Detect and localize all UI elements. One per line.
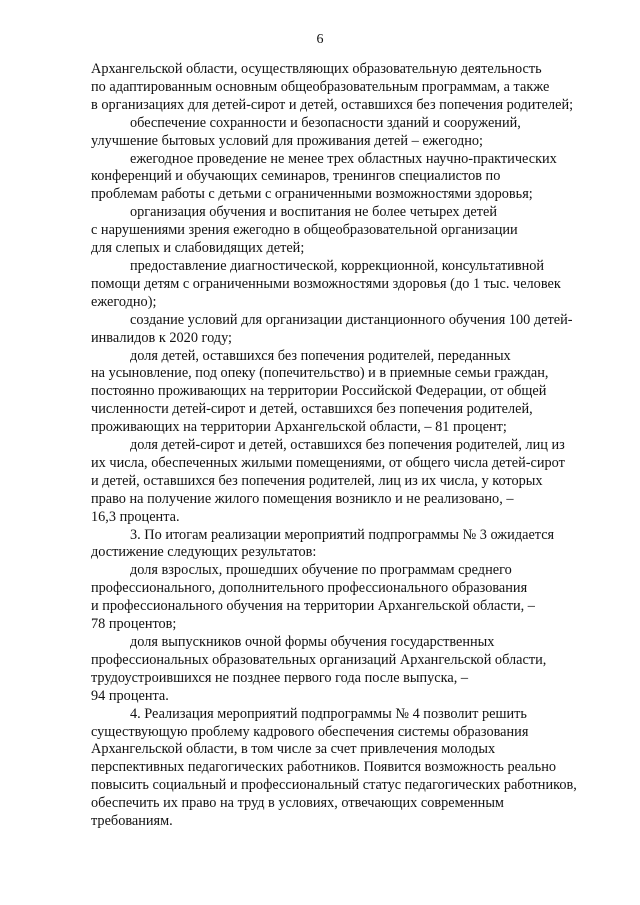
text-line: организация обучения и воспитания не более четырех детей <box>130 204 498 221</box>
paragraph-adoption-share <box>91 348 596 438</box>
text-line: доля выпускников очной формы обучения государственных <box>130 634 495 650</box>
text-line: 4. Реализация мероприятий подпрограммы № 4 позволит решить <box>130 705 527 722</box>
text-line: 94 процента. <box>91 687 169 704</box>
text-line: их числа, обеспеченных жилыми помещениями, от общего числа детей-сирот <box>91 454 565 471</box>
text-line: профессиональных образовательных организаций Архангельской области, <box>91 651 547 668</box>
text-line: перспективных педагогических работников. Появится возможность реально <box>91 759 557 776</box>
paragraph-visually-impaired <box>91 204 596 258</box>
text-line: и профессионального обучения на территории Архангельской области, – <box>91 598 535 615</box>
paragraph-graduates-employment <box>91 634 596 706</box>
text-line: улучшение бытовых условий для проживания детей – ежегодно; <box>91 132 484 149</box>
paragraph-adult-education <box>91 562 596 634</box>
text-line: постоянно проживающих на территории Российской Федерации, от общей <box>91 383 547 400</box>
text-line: существующую проблему кадрового обеспечения системы образования <box>91 723 529 740</box>
text-line: требованиям. <box>91 813 173 830</box>
text-line: повысить социальный и профессиональный статус педагогических работников, <box>91 777 577 794</box>
text-line: доля детей, оставшихся без попечения родителей, переданных <box>130 347 511 364</box>
text-line: Архангельской области, в том числе за счет привлечения молодых <box>91 741 496 758</box>
text-line: право на получение жилого помещения возникло и не реализовано, – <box>91 490 514 507</box>
document-body <box>91 61 596 831</box>
text-line: ежегодно); <box>91 293 157 310</box>
text-line: по адаптированным основным общеобразовательным программам, а также <box>91 78 550 95</box>
text-line: проблемам работы с детьми с ограниченными возможностями здоровья; <box>91 186 533 203</box>
text-line: предоставление диагностической, коррекционной, консультативной <box>130 257 545 274</box>
paragraph-continuation <box>91 61 596 115</box>
text-line: 78 процентов; <box>91 616 177 633</box>
paragraph-distance-learning <box>91 312 596 348</box>
text-line: Архангельской области, осуществляющих образовательную деятельность <box>91 61 542 77</box>
paragraph-buildings-safety <box>91 115 596 151</box>
text-line: в организациях для детей-сирот и детей, оставшихся без попечения родителей; <box>91 96 574 113</box>
text-line: с нарушениями зрения ежегодно в общеобразовательной организации <box>91 222 518 239</box>
text-line: проживающих на территории Архангельской области, – 81 процент; <box>91 419 507 436</box>
text-line: 3. По итогам реализации мероприятий подпрограммы № 3 ожидается <box>130 526 555 543</box>
paragraph-subprogram-3 <box>91 527 596 563</box>
text-line: доля взрослых, прошедших обучение по программам среднего <box>130 562 512 579</box>
page-number: 6 <box>316 32 324 47</box>
text-line: 16,3 процента. <box>91 508 180 525</box>
text-line: доля детей-сирот и детей, оставшихся без попечения родителей, лиц из <box>130 437 565 454</box>
text-line: помощи детям с ограниченными возможностями здоровья (до 1 тыс. человек <box>91 275 561 292</box>
text-line: обеспечение сохранности и безопасности зданий и сооружений, <box>130 114 521 131</box>
text-line: для слепых и слабовидящих детей; <box>91 240 305 257</box>
paragraph-conferences <box>91 151 596 205</box>
text-line: инвалидов к 2020 году; <box>91 329 233 346</box>
text-line: профессионального, дополнительного профессионального образования <box>91 580 528 597</box>
text-line: и детей, оставшихся без попечения родителей, лиц из их числа, у которых <box>91 472 543 489</box>
text-line: обеспечить их право на труд в условиях, отвечающих современным <box>91 795 504 812</box>
text-line: достижение следующих результатов: <box>91 544 317 561</box>
text-line: ежегодное проведение не менее трех областных научно-практических <box>130 150 557 167</box>
text-line: трудоустроившихся не позднее первого года после выпуска, – <box>91 669 469 686</box>
paragraph-subprogram-4 <box>91 706 596 831</box>
text-line: конференций и обучающих семинаров, тренингов специалистов по <box>91 168 501 185</box>
text-line: на усыновление, под опеку (попечительство) и в приемные семьи граждан, <box>91 365 549 382</box>
text-line: численности детей-сирот и детей, оставшихся без попечения родителей, <box>91 401 533 418</box>
paragraph-diagnostic-help <box>91 258 596 312</box>
text-line: создание условий для организации дистанционного обучения 100 детей- <box>130 311 573 328</box>
paragraph-housing-share <box>91 437 596 527</box>
